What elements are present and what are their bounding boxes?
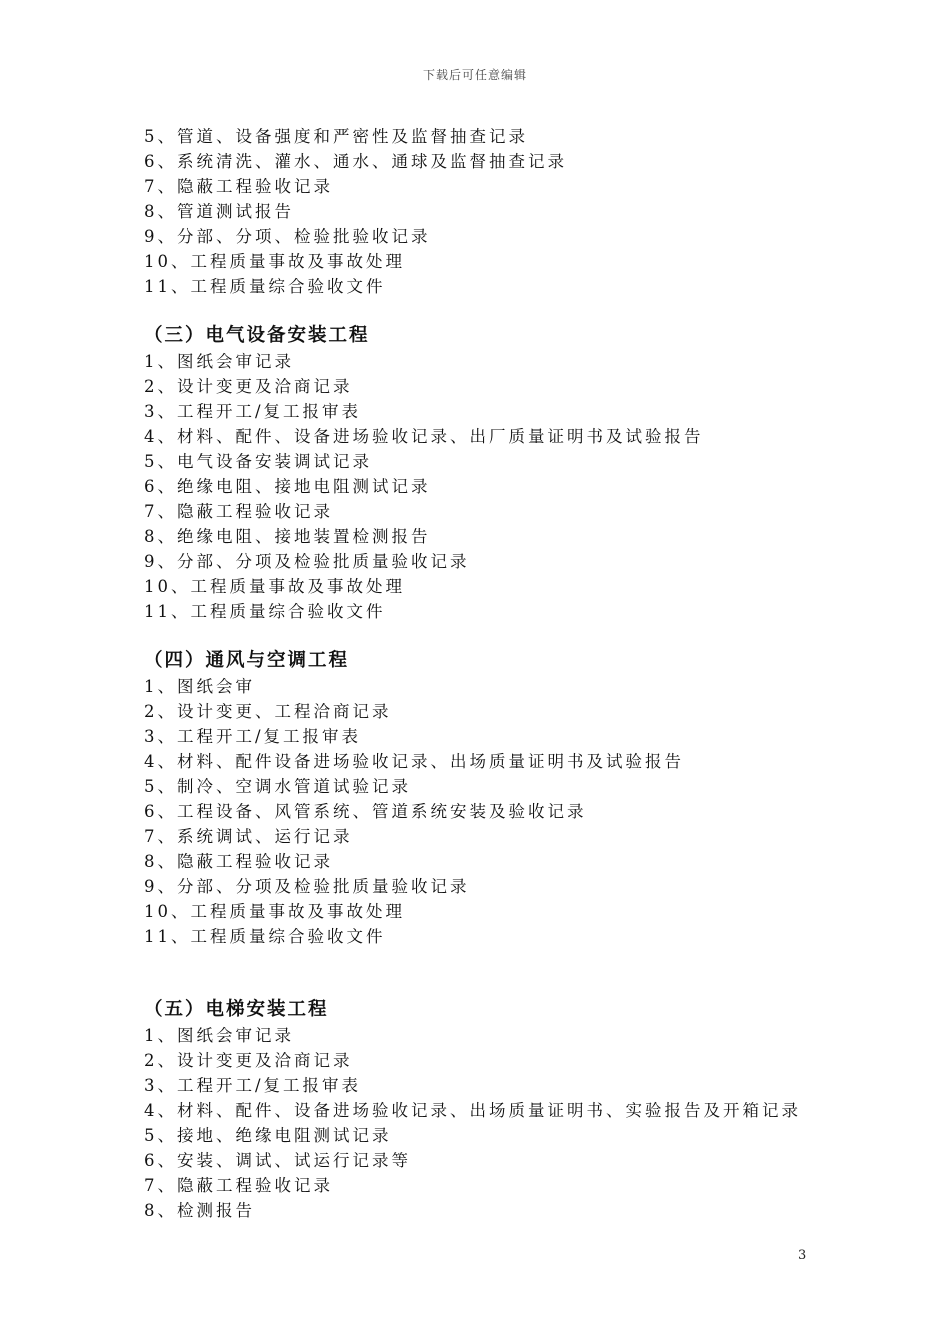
section-block-continued	[144, 124, 844, 299]
list-item: 1、图纸会审记录	[144, 1026, 294, 1045]
list-item: 4、材料、配件、设备进场验收记录、出厂质量证明书及试验报告	[144, 427, 704, 446]
section-hvac	[144, 648, 844, 949]
list-item: 5、电气设备安装调试记录	[144, 452, 372, 471]
list-item: 9、分部、分项及检验批质量验收记录	[144, 877, 470, 896]
page-header: 下载后可任意编辑	[422, 68, 527, 82]
list-item: 7、隐蔽工程验收记录	[144, 502, 333, 521]
section-title: （五）电梯安装工程	[144, 999, 329, 1020]
list-item: 2、设计变更、工程洽商记录	[144, 702, 392, 721]
list-item: 3、工程开工/复工报审表	[144, 1076, 362, 1095]
list-item: 2、设计变更及洽商记录	[144, 377, 353, 396]
list-item: 6、系统清洗、灌水、通水、通球及监督抽查记录	[144, 152, 567, 171]
list-item: 9、分部、分项及检验批质量验收记录	[144, 552, 470, 571]
list-item: 1、图纸会审记录	[144, 352, 294, 371]
list-item: 8、隐蔽工程验收记录	[144, 852, 333, 871]
list-item: 2、设计变更及洽商记录	[144, 1051, 353, 1070]
list-item: 11、工程质量综合验收文件	[144, 277, 386, 296]
list-item: 10、工程质量事故及事故处理	[144, 577, 405, 596]
list-item: 8、管道测试报告	[144, 202, 294, 221]
list-item: 8、绝缘电阻、接地装置检测报告	[144, 527, 431, 546]
list-item: 7、系统调试、运行记录	[144, 827, 353, 846]
page-number: 3	[798, 1248, 807, 1263]
list-item: 4、材料、配件、设备进场验收记录、出场质量证明书、实验报告及开箱记录	[144, 1101, 801, 1120]
list-item: 8、检测报告	[144, 1201, 255, 1220]
list-item: 7、隐蔽工程验收记录	[144, 1176, 333, 1195]
list-item: 1、图纸会审	[144, 677, 255, 696]
section-elevator	[144, 997, 844, 1223]
list-item: 5、接地、绝缘电阻测试记录	[144, 1126, 392, 1145]
list-item: 5、制冷、空调水管道试验记录	[144, 777, 411, 796]
list-item: 4、材料、配件设备进场验收记录、出场质量证明书及试验报告	[144, 752, 684, 771]
list-item: 3、工程开工/复工报审表	[144, 402, 362, 421]
list-item: 3、工程开工/复工报审表	[144, 727, 362, 746]
list-item: 7、隐蔽工程验收记录	[144, 177, 333, 196]
list-item: 9、分部、分项、检验批验收记录	[144, 227, 431, 246]
list-item: 11、工程质量综合验收文件	[144, 927, 386, 946]
list-item: 11、工程质量综合验收文件	[144, 602, 386, 621]
list-item: 6、绝缘电阻、接地电阻测试记录	[144, 477, 431, 496]
section-electrical	[144, 323, 844, 624]
list-item: 10、工程质量事故及事故处理	[144, 902, 405, 921]
section-title: （四）通风与空调工程	[144, 650, 350, 671]
list-item: 5、管道、设备强度和严密性及监督抽查记录	[144, 127, 528, 146]
section-title: （三）电气设备安装工程	[144, 325, 370, 346]
list-item: 6、工程设备、风管系统、管道系统安装及验收记录	[144, 802, 587, 821]
list-item: 10、工程质量事故及事故处理	[144, 252, 405, 271]
document-body	[144, 124, 844, 1223]
list-item: 6、安装、调试、试运行记录等	[144, 1151, 411, 1170]
